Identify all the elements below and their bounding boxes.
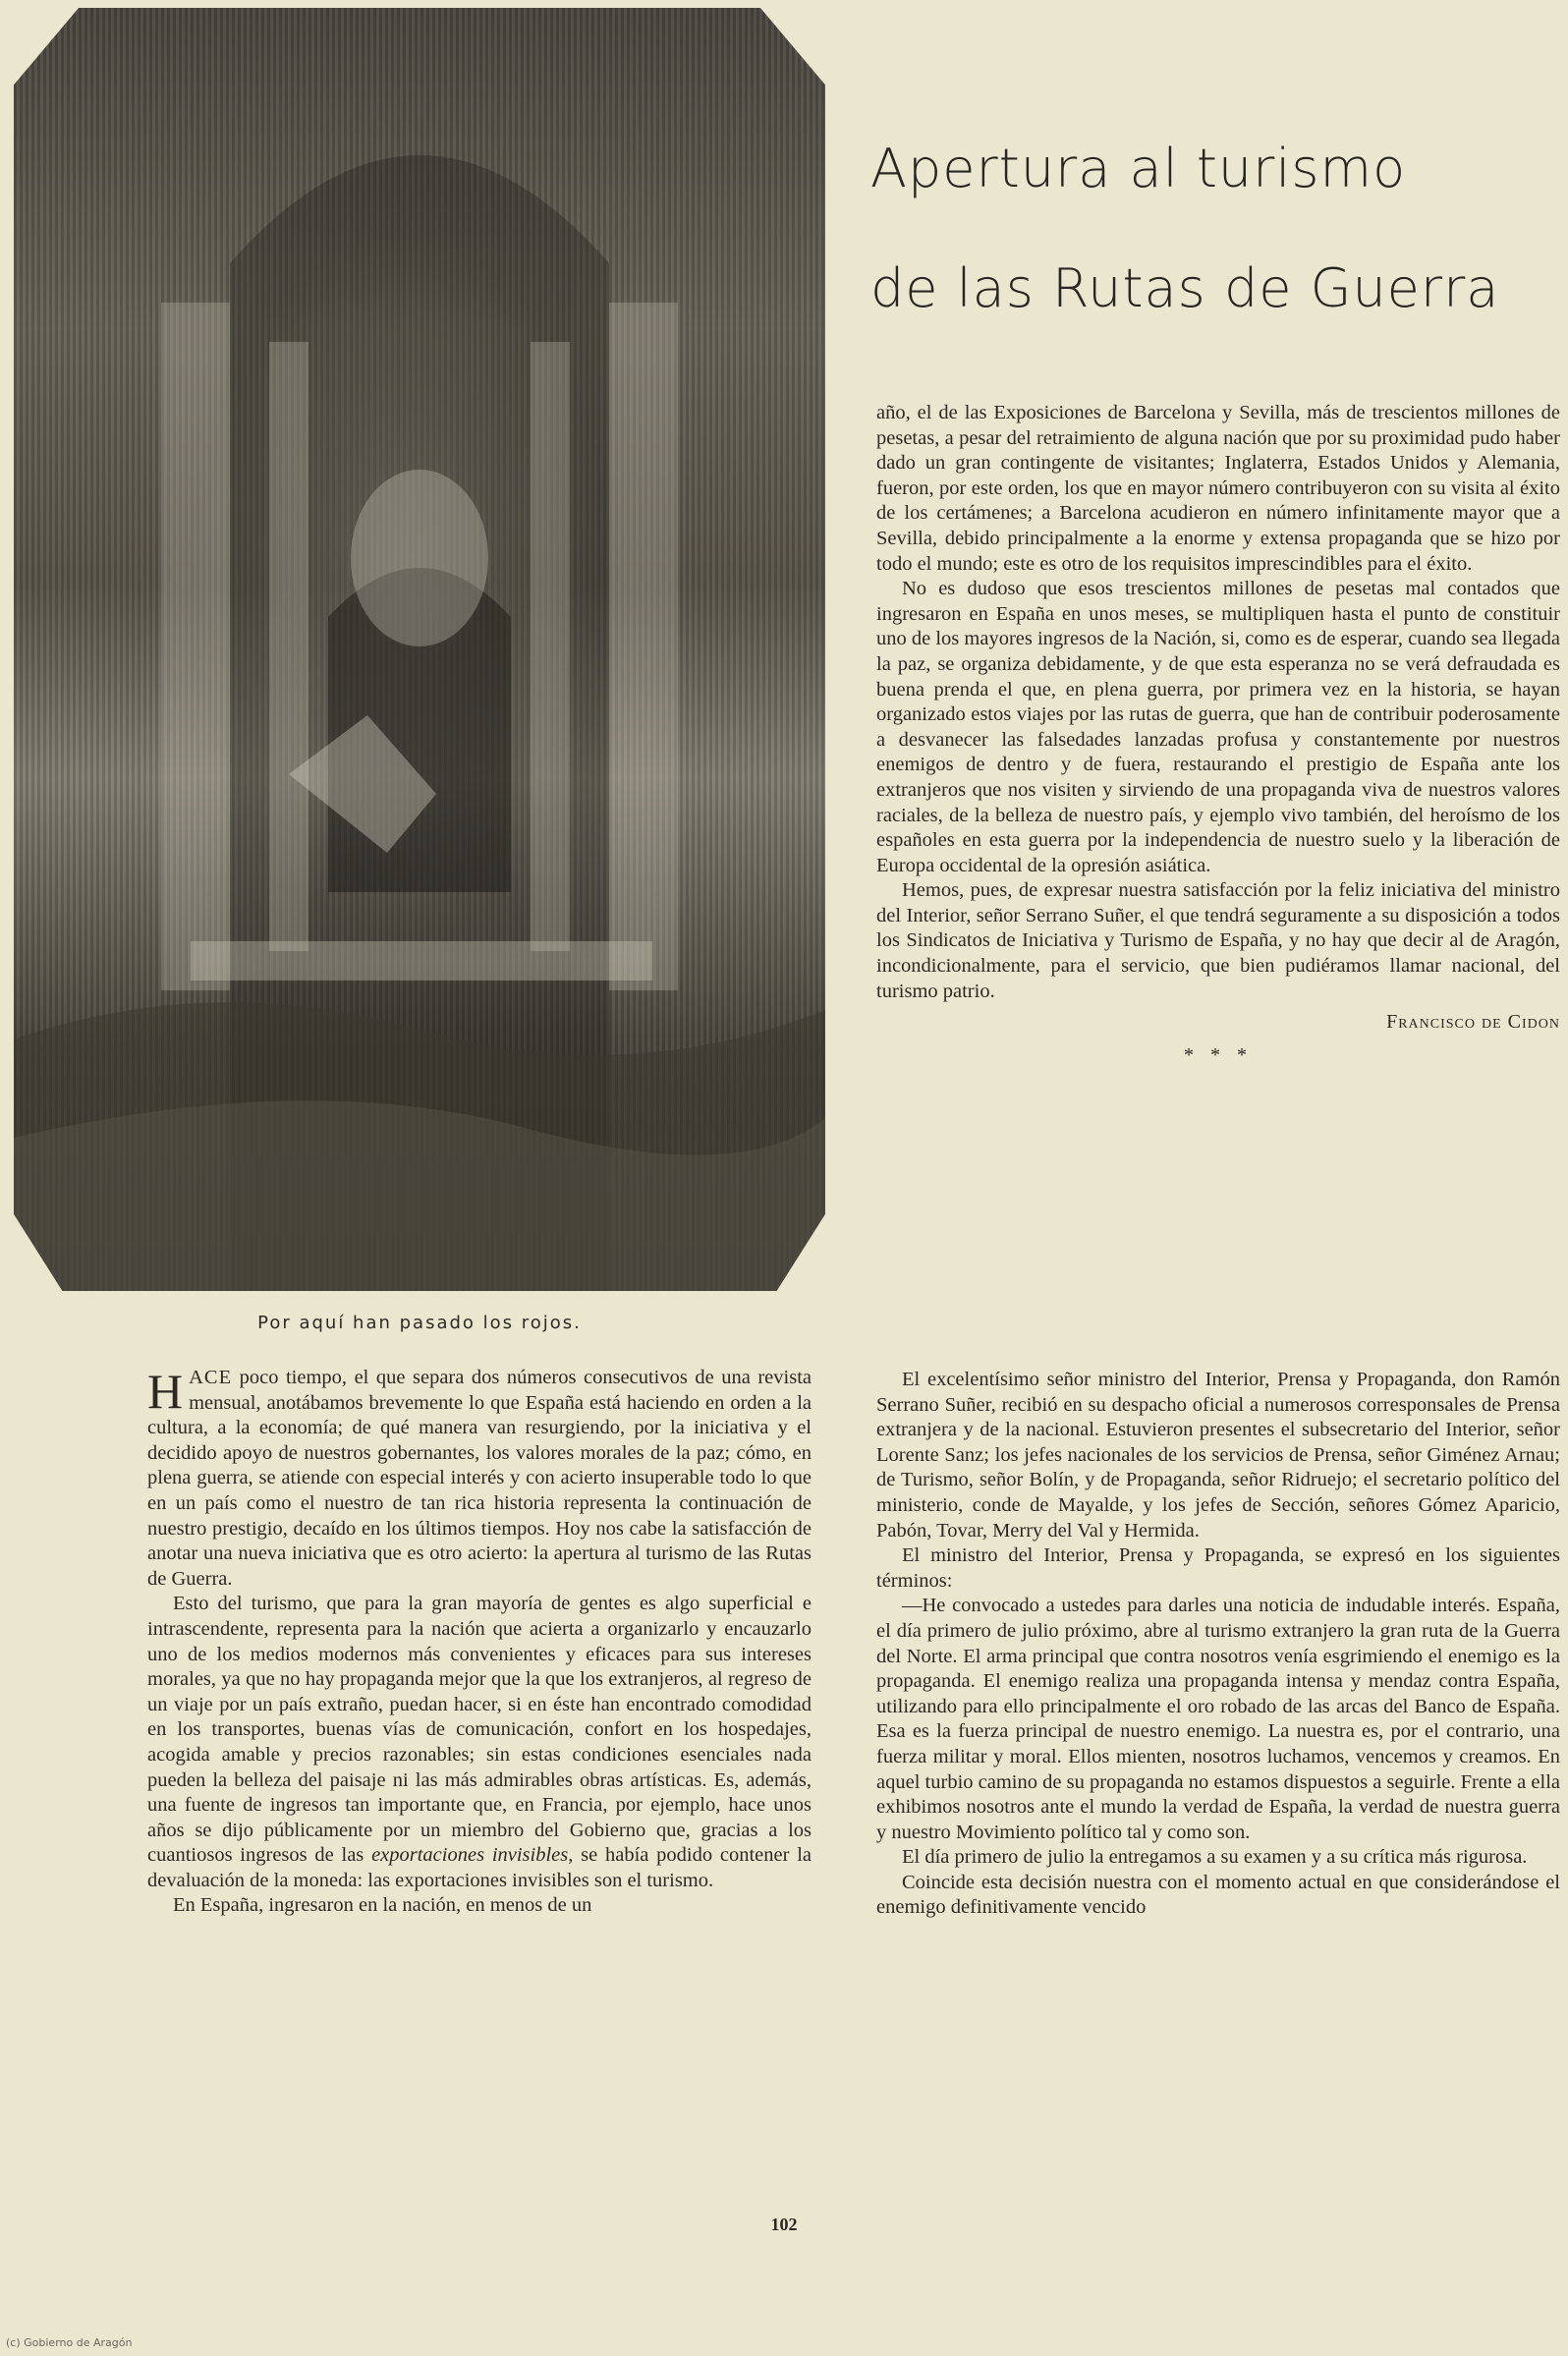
paragraph: No es dudoso que esos trescientos millones de pesetas mal contados que ingresaron en España en unos meses, se multipliquen hasta el punto de constituir uno de los mayores ingresos de la Nación, si, como es de esperar, cuando sea llegada la paz, se organiza debidamente, y de que esta esperanza no se verá defraudada es buena prenda el que, en plena guerra, por primera vez en la historia, se hayan organizado estos viajes por las rutas de guerra, que han de contribuir poderosamente a desvanecer las falsedades lanzadas profusa y constantemente por nuestros enemigos de dentro y de fuera, restaurando el prestigio de España ante los extranjeros que nos visiten y sirviendo de una propaganda viva de nuestros valores raciales, de la belleza de nuestro país, y ejemplo vivo también, del heroísmo de los españoles en esta guerra por la independencia de nuestro suelo y la liberación de Europa occidental de la opresión asiática. <box>876 578 1560 876</box>
paragraph: año, el de las Exposiciones de Barcelona y Sevilla, más de trescientos millones de pesetas, a pesar del retraimiento de alguna nación que por su proximidad pudo haber dado un gran contingente de visitantes; Inglaterra, Estados Unidos y Alemania, fueron, por este orden, los que en mayor número contribuyeron con su visita al éxito de los certámenes; a Barcelona acudieron en número infinitamente mayor que a Sevilla, debido principalmente a la enorme y extensa propaganda que se hizo por todo el mundo; este es otro de los requisitos imprescindibles para el éxito. <box>876 402 1560 575</box>
paragraph: —He convocado a ustedes para darles una noticia de indudable interés. España, el día primero de julio próximo, abre al turismo extranjero la gran ruta de la Guerra del Norte. El arma principal que contra nosotros venía esgrimiendo el enemigo es la propaganda. El enemigo realiza una propaganda intensa y mendaz contra España, utilizando para ello principalmente el oro robado de las arcas del Banco de España. Esa es la fuerza principal de nuestro enemigo. La nuestra es, por el contrario, una fuerza militar y moral. Ellos mienten, nosotros luchamos, vencemos y creamos. En aquel turbio camino de su propaganda no estamos dispuestos a seguirle. Frente a ella exhibimos nosotros ante el mundo la verdad de España, la verdad de nuestra guerra y nuestro Movimiento político tal y como son. <box>876 1595 1560 1843</box>
smallcaps-opening: ACE <box>189 1367 233 1388</box>
paragraph-text: Esto del turismo, que para la gran mayoría de gentes es algo superficial e intrascendente, representa para la nación que acierta a organizarlo y encauzarlo uno de los medios modernos más convenientes y eficaces para sus intereses morales, ya que no hay propaganda mejor que la que los extranjeros, al regreso de un viaje por un país extraño, puedan hacer, si en éste han encontrado comodidad en los transportes, buenas vías de comunicación, confort en los hospedajes, acogida amable y precios razonables; sin estas condiciones esenciales nada pueden la belleza del paisaje ni las más admirables obras artísticas. Es, además, una fuente de ingresos tan importante que, en Francia, por ejemplo, hace unos años se dijo públicamente por un miembro del Gobierno que, gracias a los cuantiosos ingresos de las <box>147 1593 812 1867</box>
paragraph: Coincide esta decisión nuestra con el momento actual en que considerándose el enemigo definitivamente vencido <box>876 1871 1560 1919</box>
section-separator: * * * <box>1184 1043 1253 1066</box>
left-column <box>147 1366 812 1919</box>
copyright-credit: (c) Gobierno de Aragón <box>6 2336 133 2349</box>
photo-caption: Por aquí han pasado los rojos. <box>257 1313 582 1333</box>
page-number: 102 <box>770 2215 798 2234</box>
italic-phrase: exportaciones invisibles <box>371 1844 569 1867</box>
drop-cap: H <box>147 1364 184 1419</box>
church-ruins-photo <box>14 8 825 1291</box>
article-title-line-1: Apertura al turismo <box>870 138 1407 199</box>
photo-illustration <box>14 8 825 1291</box>
right-column-bottom <box>876 1368 1560 1921</box>
article-title-line-2: de las Rutas de Guerra <box>870 257 1500 319</box>
paragraph: El excelentísimo señor ministro del Interior, Prensa y Propaganda, don Ramón Serrano Suñer, recibió en su despacho oficial a numerosos corresponsales de Prensa extranjera y de la nacional. Estuvieron presentes el subsecretario del Interior, señor Lorente Sanz; los jefes nacionales de los servicios de Prensa, señor Giménez Arnau; de Turismo, señor Bolín, y de Propaganda, señor Ridruejo; el secretario político del ministerio, conde de Mayalde, y los jefes de Sección, señores Gómez Aparicio, Pabón, Tovar, Merry del Val y Hermida. <box>876 1369 1560 1542</box>
author-signature: Francisco de Cidon <box>1386 1011 1560 1034</box>
paragraph <box>147 1366 812 1592</box>
paragraph: Hemos, pues, de expresar nuestra satisfacción por la feliz iniciativa del ministro del Interior, señor Serrano Suñer, el que tendrá seguramente a su disposición a todos los Sindicatos de Iniciativa y Turismo de España, y no hay que decir al de Aragón, incondicionalmente, para el servicio, que bien pudiéramos llamar nacional, del turismo patrio. <box>876 879 1560 1002</box>
paragraph-text: , se había podido contener la devaluación de la moneda: las exportaciones invisibles son el turismo. <box>147 1844 812 1891</box>
right-column-top <box>876 401 1560 1068</box>
paragraph-text: poco tiempo, el que separa dos números consecutivos de una revista mensual, anotábamos brevemente lo que España está haciendo en orden a la cultura, a la economía; de qué manera van resurgiendo, por la iniciativa y el decidido apoyo de nuestros gobernantes, los valores morales de la paz; cómo, en plena guerra, se atiende con especial interés y con acierto insuperable todo lo que en un país como el nuestro de tan rica historia representa la continuación de nuestro prestigio, decaído en los últimos tiempos. Hoy nos cabe la satisfacción de anotar una nueva iniciativa que es otro acierto: la apertura al turismo de las Rutas de Guerra. <box>147 1367 812 1590</box>
paragraph: En España, ingresaron en la nación, en menos de un <box>173 1894 592 1917</box>
paragraph: El día primero de julio la entregamos a su examen y a su crítica más rigurosa. <box>902 1846 1528 1869</box>
paragraph <box>147 1592 812 1893</box>
paragraph: El ministro del Interior, Prensa y Propaganda, se expresó en los siguientes términos: <box>876 1544 1560 1592</box>
